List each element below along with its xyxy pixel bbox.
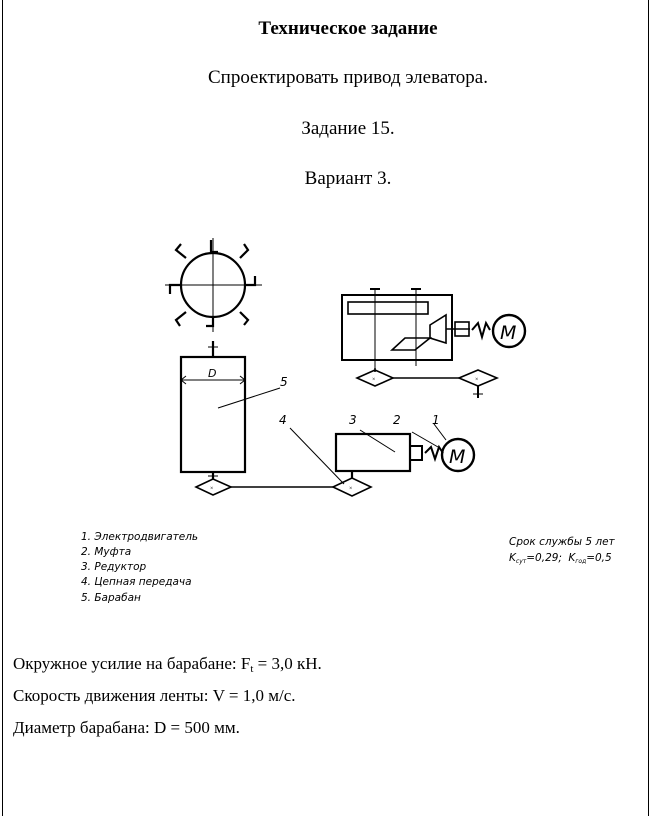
drum: [181, 341, 280, 480]
parts-legend: [81, 531, 198, 604]
variant-number: Вариант 3.: [304, 168, 392, 189]
part-number-2: 2: [393, 413, 401, 427]
svg-text:×: ×: [210, 486, 214, 492]
k-coefficients: Kсут=0,29; Kгод=0,5: [509, 552, 612, 565]
document-subtitle: Спроектировать привод элеватора.: [207, 67, 488, 88]
service-life: Срок службы 5 лет: [509, 536, 615, 548]
legend-item-3: 3. Редуктор: [81, 561, 147, 573]
service-life-block: [509, 536, 616, 565]
part-number-5: 5: [280, 375, 288, 389]
part-number-3: 3: [349, 413, 357, 427]
svg-text:×: ×: [372, 377, 376, 383]
legend-item-1: 1. Электродвигатель: [81, 531, 199, 543]
param-diameter: Диаметр барабана: D = 500 мм.: [13, 718, 240, 737]
document-title: Техническое задание: [258, 18, 438, 39]
param-speed: Скорость движения ленты: V = 1,0 м/с.: [13, 686, 296, 705]
chain-drive-lower: [196, 428, 371, 496]
param-force: Окружное усилие на барабане: $F_t = 3,0$ кН.: [13, 654, 322, 675]
motor-symbol-lower: M: [449, 446, 466, 468]
legend-item-2: 2. Муфта: [81, 546, 132, 558]
drum-dimension-label: D: [208, 367, 217, 380]
legend-item-5: 5. Барабан: [81, 592, 141, 604]
svg-text:×: ×: [349, 486, 353, 492]
motor-symbol-upper: M: [500, 322, 517, 344]
gearbox-kinematic-detail: [342, 289, 525, 398]
legend-item-4: 4. Цепная передача: [81, 576, 192, 588]
part-number-1: 1: [432, 413, 440, 427]
part-number-4: 4: [279, 413, 287, 427]
svg-text:×: ×: [475, 377, 479, 383]
task-number: Задание 15.: [301, 118, 395, 139]
sprocket-wheel: [165, 238, 262, 332]
